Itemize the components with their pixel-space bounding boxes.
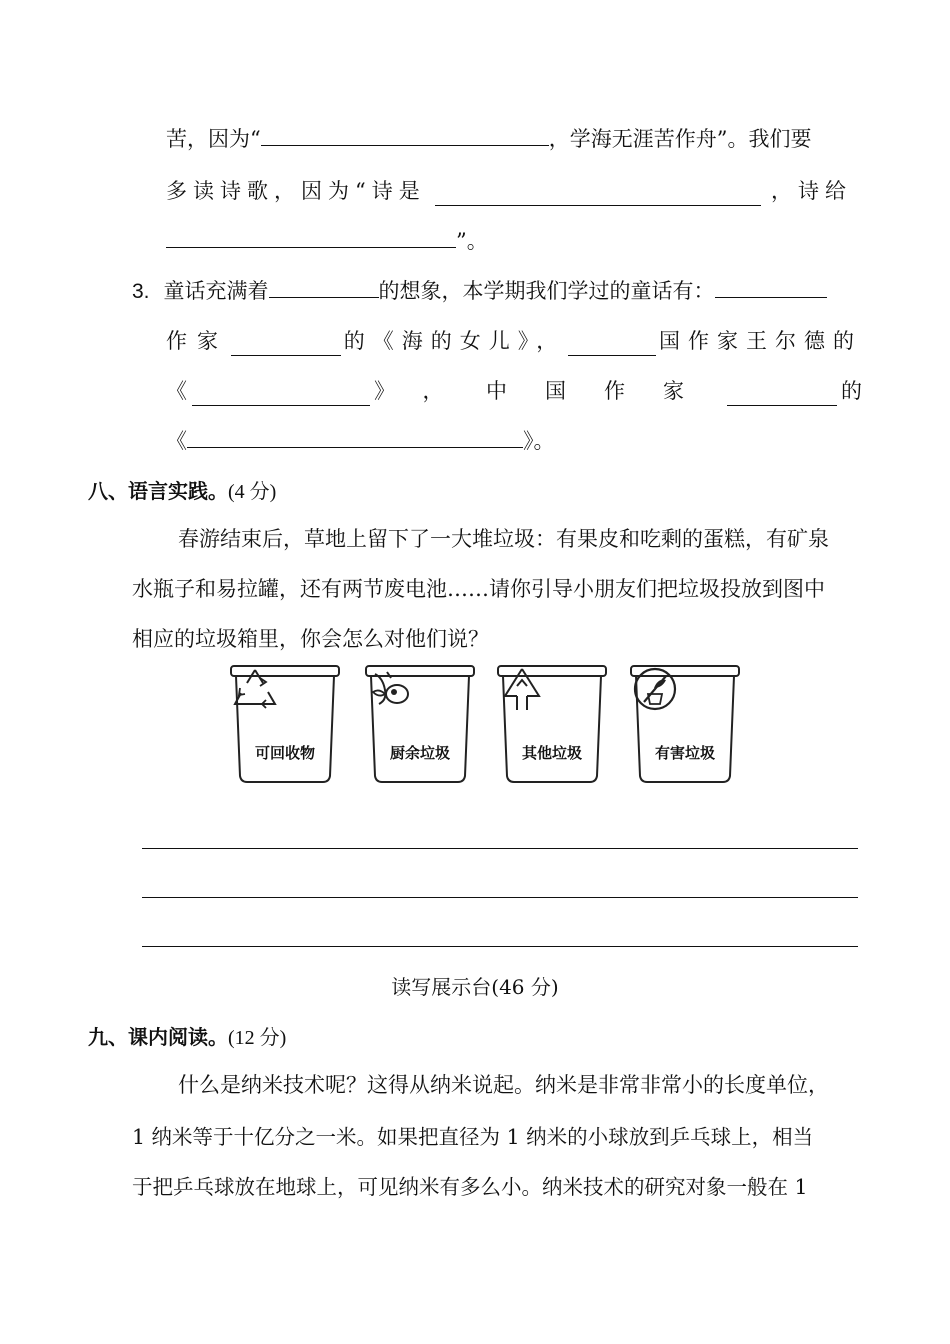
answer-blank[interactable] — [192, 385, 370, 406]
q3-line-4: 《 》。 — [166, 429, 555, 453]
answer-blank[interactable] — [187, 427, 523, 448]
q2-line-3: ”。 — [166, 226, 488, 256]
other-waste-bin — [497, 664, 607, 784]
food-waste-icon — [365, 664, 415, 714]
q3-line-2: 作家 的《海的女儿》， 国作家王尔德的 — [166, 326, 862, 356]
answer-blank[interactable] — [727, 385, 837, 406]
q3-line-3: 《 》， 中国作家 的 — [166, 376, 862, 406]
answer-line[interactable] — [142, 897, 858, 898]
answer-blank[interactable] — [231, 335, 341, 356]
answer-line[interactable] — [142, 848, 858, 849]
answer-blank[interactable] — [715, 277, 827, 298]
answer-blank[interactable] — [261, 125, 549, 146]
section-9-paragraph: 1 纳米等于十亿分之一米。如果把直径为 1 纳米的小球放到乒乓球上，相当 — [132, 1125, 814, 1149]
q2-line-1: 苦，因为“ ，学海无涯苦作舟”。我们要 — [166, 127, 812, 151]
hazardous-bin — [630, 664, 740, 784]
answer-blank[interactable] — [269, 277, 379, 298]
bin-label: 其他垃圾 — [521, 744, 582, 762]
hazardous-icon — [630, 664, 680, 714]
bin-label: 有害垃圾 — [654, 744, 715, 762]
answer-blank[interactable] — [568, 335, 656, 356]
section-8-paragraph: 相应的垃圾箱里，你会怎么对他们说？ — [132, 627, 489, 651]
q2-line-2: 多读诗歌，因为“诗是 ，诗给 — [166, 176, 852, 206]
section-8-heading: 八、语言实践。(4 分) — [88, 479, 277, 503]
food-waste-bin — [365, 664, 475, 784]
section-8-paragraph: 水瓶子和易拉罐，还有两节废电池……请你引导小朋友们把垃圾投放到图中 — [132, 577, 825, 601]
recycle-icon — [230, 664, 280, 714]
bin-label: 厨余垃圾 — [389, 744, 450, 762]
section-9-heading: 九、课内阅读。(12 分) — [88, 1025, 287, 1049]
section-banner-title: 读写展示台(46 分) — [391, 975, 559, 999]
q3-line-1: 3. 童话充满着 的想象，本学期我们学过的童话有： — [132, 276, 827, 307]
section-9-paragraph: 什么是纳米技术呢？这得从纳米说起。纳米是非常非常小的长度单位， — [178, 1073, 829, 1097]
recyclable-bin — [230, 664, 340, 784]
answer-blank[interactable] — [166, 227, 456, 248]
answer-blank[interactable] — [435, 185, 761, 206]
section-8-paragraph: 春游结束后，草地上留下了一大堆垃圾：有果皮和吃剩的蛋糕，有矿泉 — [178, 527, 829, 551]
bin-label: 可回收物 — [254, 744, 315, 762]
other-waste-icon — [497, 664, 547, 714]
answer-line[interactable] — [142, 946, 858, 947]
section-9-paragraph: 于把乒乓球放在地球上，可见纳米有多么小。纳米技术的研究对象一般在 1 — [132, 1175, 808, 1199]
